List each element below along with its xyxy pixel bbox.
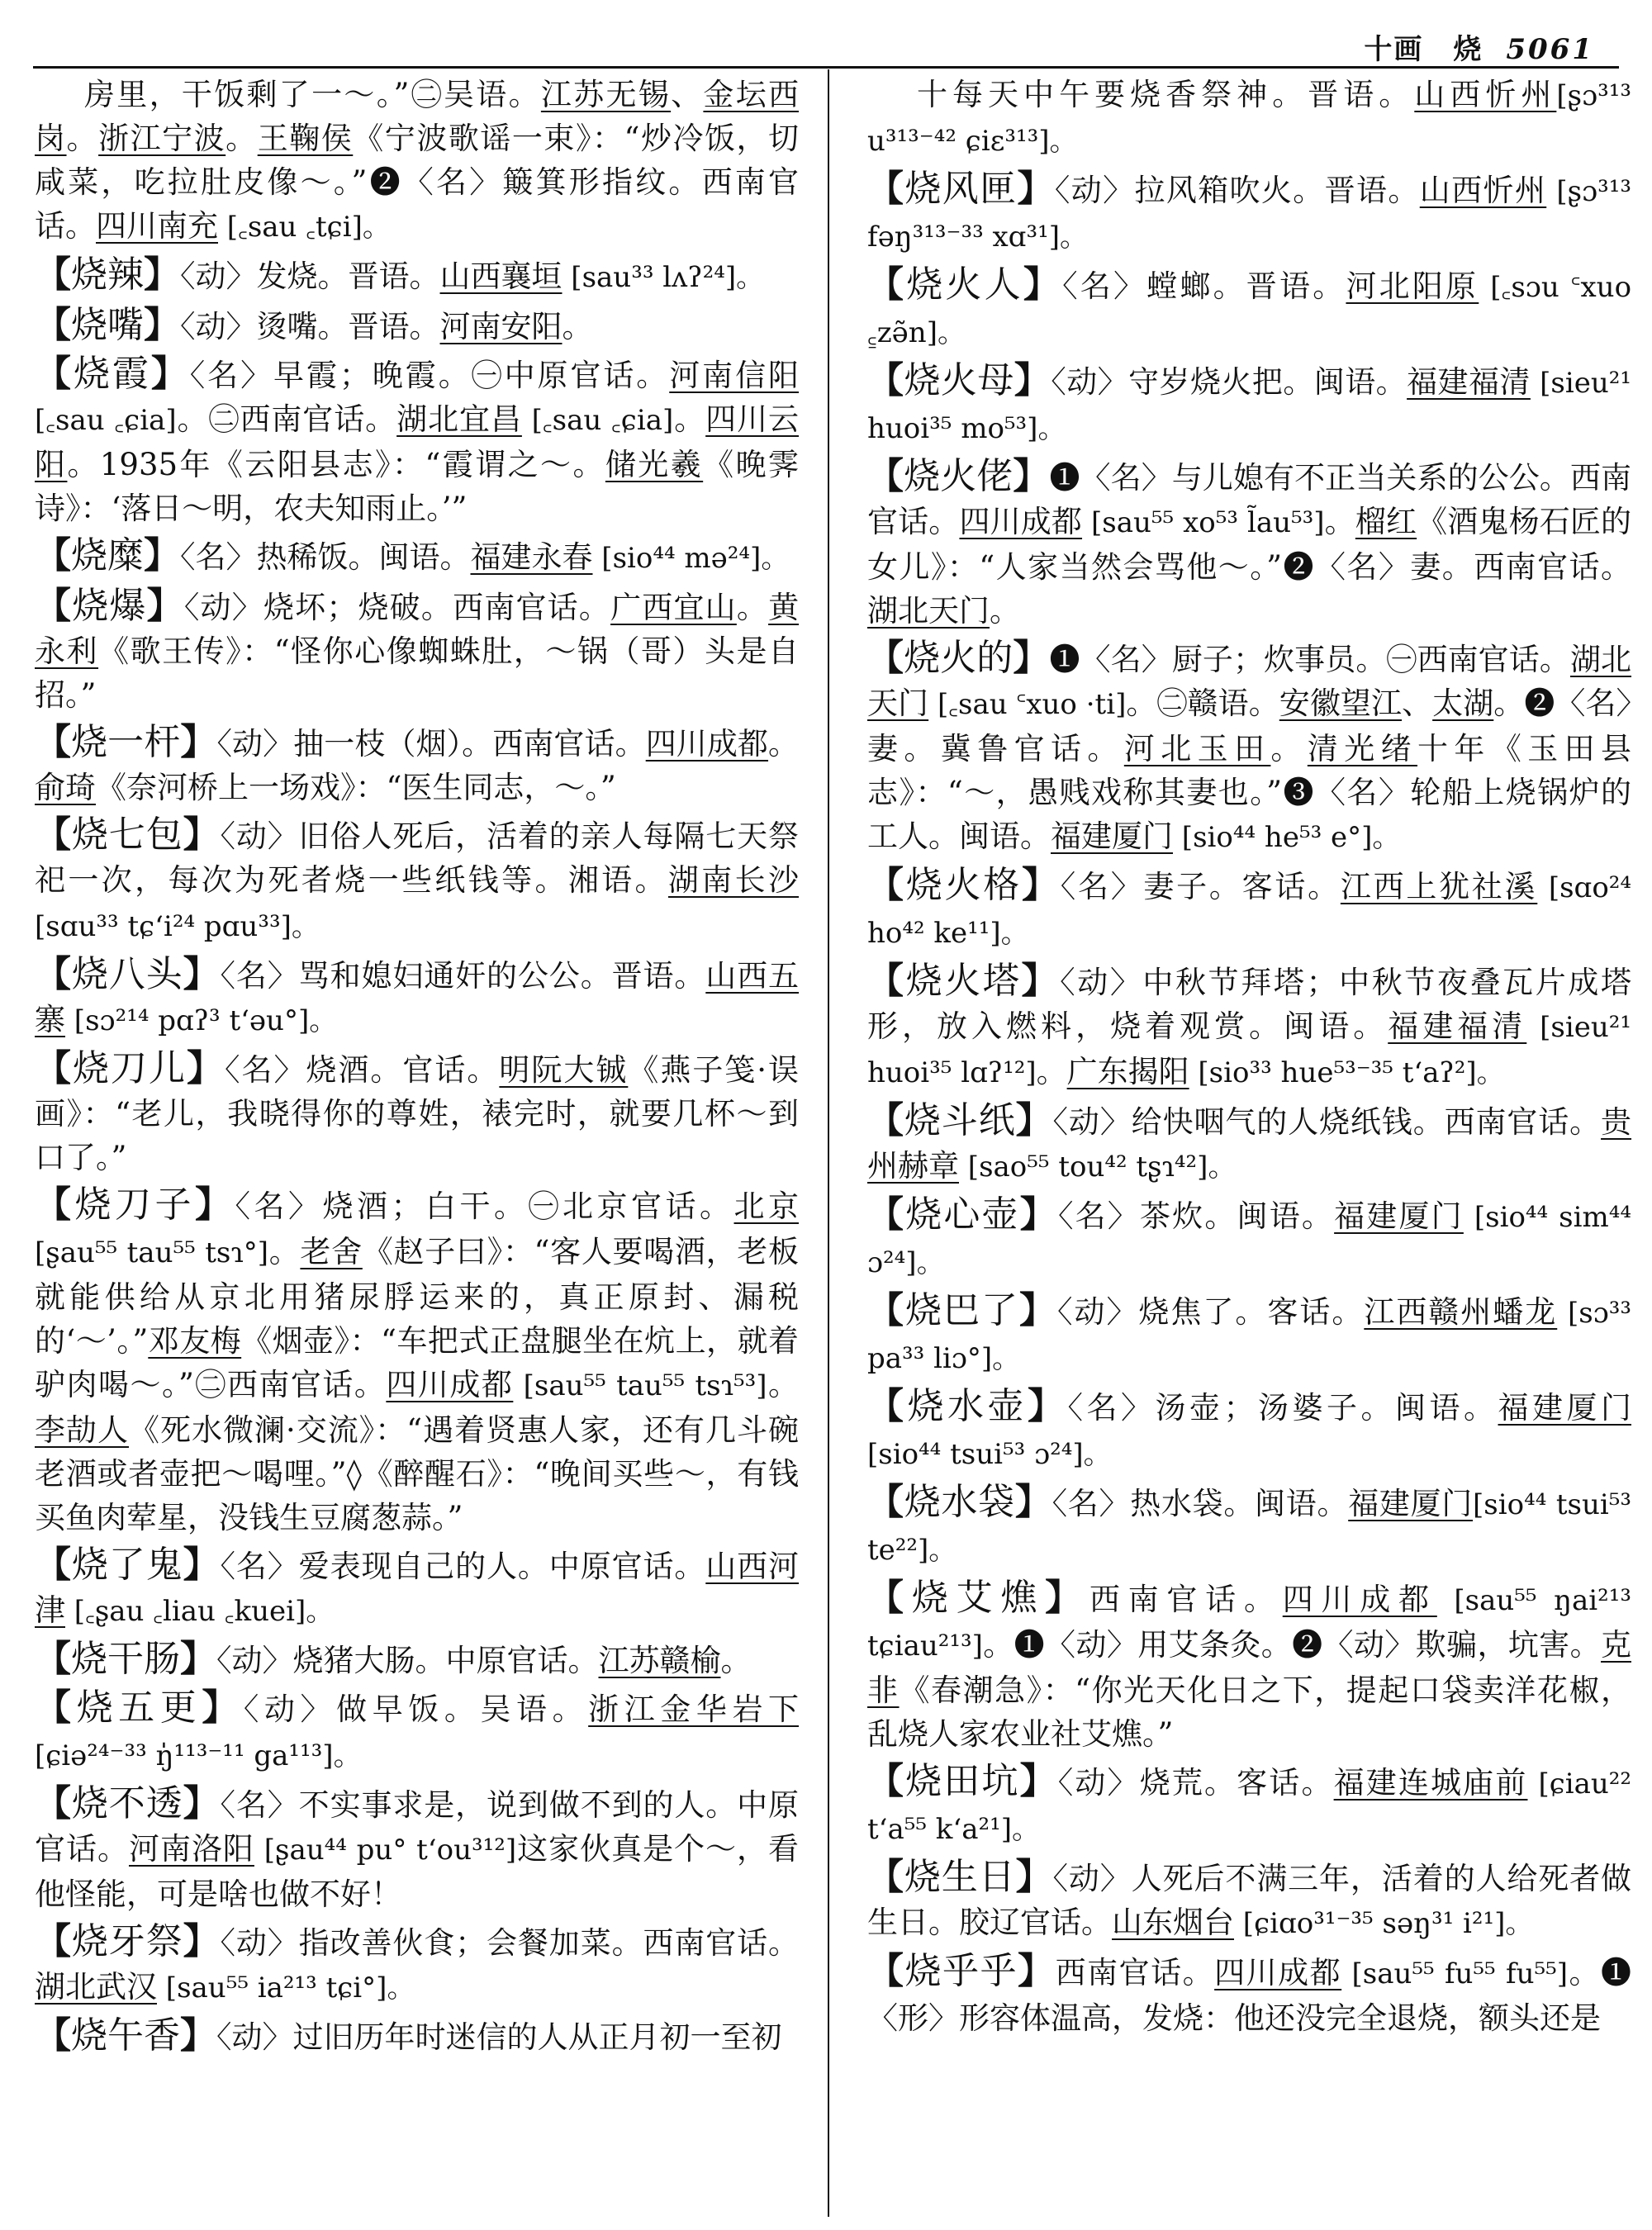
entry-headword: 【烧生日】 — [867, 1856, 1053, 1898]
entry-headword: 【烧八头】 — [35, 953, 221, 995]
headword-text: 烧霞 — [73, 353, 151, 395]
definition-text: 房里，干饭剩了一～。”㊁吴语。 — [84, 77, 541, 112]
dictionary-entry — [867, 636, 1631, 860]
place-name: 浙江金华岩下 — [588, 1691, 800, 1727]
phonetic-transcription: [ɕiau²² tʻa⁵⁵ kʻa²¹]。 — [867, 1767, 1632, 1846]
headword-text: 烧嘴 — [71, 304, 144, 346]
definition-text: 《赵子曰》：“客人要喝酒，老板就能供给从京北用猪尿脬运来的，真正原封、漏税的‘～’。” — [35, 1234, 800, 1359]
phonetic-transcription: [꜀sau ꜀tɕi]。 — [218, 211, 391, 244]
place-name: 四川成都 — [645, 726, 769, 762]
place-name: 王鞠侯 — [257, 121, 354, 156]
phonetic-transcription: [sio⁴⁴ tsui⁵³ te²²]。 — [867, 1488, 1632, 1567]
definition-text: 〈动〉过旧历年时迷信的人从正月初一至初 — [216, 2019, 782, 2055]
headword-text: 烧牙祭 — [71, 1920, 183, 1962]
place-name: 福建福清 — [1388, 1008, 1527, 1044]
definition-text: 〈名〉螳螂。晋语。 — [1062, 268, 1346, 304]
place-name: 克非 — [867, 1627, 1631, 1708]
definition-text: 〈名〉茶炊。闽语。 — [1057, 1198, 1335, 1234]
entry-headword: 【烧霞】 — [35, 353, 190, 395]
entry-headword: 【烧嘴】 — [35, 304, 180, 346]
page-header — [1364, 26, 1594, 67]
place-name: 榴红 — [1355, 504, 1417, 539]
phonetic-transcription: [꜀sau ꜀ɕia] — [521, 404, 674, 437]
headword-text: 烧五更 — [76, 1687, 202, 1729]
place-name: 福建厦门 — [1348, 1486, 1474, 1521]
place-name: 福建福清 — [1407, 364, 1531, 400]
place-name: 河北阳原 — [1346, 268, 1479, 304]
phonetic-transcription: [sau³³ lʌʔ²⁴]。 — [562, 261, 765, 294]
dictionary-entry — [35, 73, 799, 249]
phonetic-transcription: [sieu²¹ huoi³⁵ lɑʔ¹²] — [867, 1011, 1631, 1089]
phonetic-transcription: [sio⁴⁴ sim⁴⁴ ɔ²⁴]。 — [867, 1201, 1632, 1279]
place-name: 河南信阳 — [669, 358, 800, 393]
place-name: 河南洛阳 — [128, 1831, 254, 1867]
phonetic-transcription: [ʂɔ³¹³ fəŋ³¹³⁻³³ xɑ³¹]。 — [867, 175, 1632, 254]
definition-text: 《燕子笺·误画》：“老儿，我晓得你的尊姓，裱完时，就要几杯～到口了。” — [35, 1052, 800, 1175]
headword-text: 烧艾燋 — [911, 1577, 1046, 1619]
phonetic-transcription: [ʂau⁵⁵ tau⁵⁵ tsɿ°] — [35, 1236, 269, 1269]
phonetic-transcription: [ɕiɑo³¹⁻³⁵ səŋ³¹ i²¹]。 — [1234, 1907, 1534, 1940]
definition-text: 。 — [562, 309, 593, 344]
headword-text: 烧干肠 — [71, 1638, 180, 1680]
entry-headword: 【烧火佬】 — [867, 455, 1050, 497]
dictionary-entry — [35, 534, 799, 581]
headword-text: 烧刀子 — [74, 1184, 195, 1226]
definition-text: 《烟壶》：“车把式正盘腿坐在炕上，就着驴肉喝～。”㊁西南官话。 — [35, 1323, 799, 1402]
section-title: 十画 烧 — [1364, 33, 1483, 66]
definition-text: 〈名〉不实事求是，说到做不到的人。中原官话。 — [35, 1787, 800, 1867]
dictionary-entry — [35, 813, 799, 949]
place-name: 储光羲 — [605, 447, 704, 482]
dictionary-entry — [35, 720, 799, 809]
entry-headword: 【烧水壶】 — [867, 1385, 1068, 1427]
definition-text: 。❷〈名〉妻。冀鲁官话。 — [867, 686, 1632, 766]
headword-text: 烧火塔 — [905, 960, 1022, 1002]
headword-text: 烧火佬 — [904, 455, 1014, 497]
definition-text: 〈动〉给快咽气的人烧纸钱。西南官话。 — [1052, 1104, 1602, 1140]
place-name: 太湖 — [1432, 686, 1494, 721]
definition-text: 〈动〉烧焦了。客话。 — [1056, 1294, 1365, 1330]
definition-text: 《奈河桥上一场戏》：“医生同志，～。” — [96, 770, 616, 805]
place-name: 山西河津 — [35, 1549, 800, 1628]
dictionary-entry — [35, 352, 799, 530]
definition-text: 〈动〉守岁烧火把。闽语。 — [1051, 364, 1408, 400]
phonetic-transcription: [sau⁵⁵ ia²¹³ tɕi°]。 — [157, 1971, 415, 2005]
definition-text: 、 — [1402, 686, 1433, 721]
place-name: 四川南充 — [96, 208, 218, 244]
entry-headword: 【烧乎乎】 — [867, 1950, 1056, 1992]
phonetic-transcription: [sau⁵⁵ tau⁵⁵ tsɿ⁵³] — [513, 1369, 767, 1402]
dictionary-entry — [35, 952, 799, 1043]
definition-text: 。 — [767, 1367, 800, 1402]
phonetic-transcription: [ʂau⁴⁴ pu° tʻou³¹²] — [254, 1834, 517, 1867]
dictionary-entry — [35, 303, 799, 349]
headword-text: 烧火人 — [906, 263, 1023, 306]
entry-headword: 【烧火的】 — [867, 637, 1050, 679]
entry-headword: 【烧火格】 — [867, 864, 1061, 906]
place-name: 贵州赫章 — [867, 1104, 1632, 1184]
place-name: 山西五寨 — [35, 958, 800, 1037]
headword-text: 烧生日 — [904, 1856, 1016, 1898]
definition-text: 〈动〉烧荒。客话。 — [1057, 1765, 1334, 1801]
place-name: 河北玉田 — [1123, 731, 1271, 766]
entry-headword: 【烧一杆】 — [35, 721, 217, 763]
definition-text: 〈动〉烧猪大肠。中原官话。 — [216, 1643, 599, 1678]
definition-text: 。❶〈形〉形容体温高，发烧：他还没完全退烧，额头还是 — [867, 1955, 1632, 2036]
definition-text: 〈名〉热稀饭。闽语。 — [180, 539, 471, 575]
definition-text: 〈名〉烧酒。官话。 — [224, 1052, 500, 1088]
dictionary-entry — [35, 1919, 799, 2010]
definition-text: 。 — [225, 121, 258, 156]
place-name: 老舍 — [300, 1234, 363, 1269]
headword-text: 烧心壶 — [905, 1193, 1020, 1236]
headword-text: 烧刀儿 — [73, 1047, 187, 1089]
definition-text: 〈动〉拉风箱吹火。晋语。 — [1054, 173, 1420, 208]
dictionary-entry — [35, 1686, 799, 1778]
place-name: 明阮大铖 — [499, 1052, 629, 1088]
place-name: 福建永春 — [470, 539, 593, 575]
place-name: 湖北天门 — [867, 593, 990, 629]
phonetic-transcription: [ʂɔ³¹³ u³¹³⁻⁴² ɕiɛ³¹³]。 — [867, 79, 1632, 158]
definition-text: 。 — [1036, 1054, 1067, 1089]
entry-headword: 【烧斗纸】 — [867, 1099, 1053, 1141]
dictionary-entry — [867, 1855, 1631, 1946]
entry-headword: 【烧七包】 — [35, 814, 221, 856]
dictionary-entry — [35, 253, 799, 300]
definition-text: 〈动〉旧俗人死后，活着的亲人每隔七天祭祀一次，每次为死者烧一些纸钱等。湘语。 — [35, 818, 800, 898]
entry-headword: 【烧牙祭】 — [35, 1920, 221, 1962]
phonetic-transcription: [sio⁴⁴ he⁵³ e°]。 — [1173, 821, 1401, 854]
dictionary-entry — [867, 1949, 1631, 2040]
definition-text: 西南官话。 — [1055, 1955, 1215, 1990]
definition-text: 。1935年《云阳县志》：“霞谓之～。 — [67, 447, 605, 482]
dictionary-entry — [867, 358, 1631, 451]
definition-text: 这家伙真是个～，看他怪能，可是啥也做不好！ — [35, 1831, 800, 1912]
place-name: 江西赣州蟠龙 — [1364, 1294, 1558, 1330]
dictionary-entry — [867, 454, 1631, 633]
dictionary-entry — [867, 1288, 1631, 1381]
headword-text: 烧斗纸 — [904, 1099, 1016, 1141]
entry-headword: 【烧心壶】 — [867, 1193, 1058, 1236]
dictionary-entry — [35, 1183, 799, 1540]
definition-text: 〈动〉指改善伙食；会餐加菜。西南官话。 — [220, 1925, 800, 1961]
headword-text: 烧巴了 — [905, 1289, 1019, 1331]
definition-text: ❶〈名〉与儿媳有不正当关系的公公。西南官话。 — [867, 460, 1632, 539]
page-number: 5061 — [1506, 33, 1594, 66]
place-name: 四川云阳 — [35, 401, 800, 482]
definition-text: 十每天中午要烧香祭神。晋语。 — [917, 77, 1415, 112]
headword-text: 烧辣 — [71, 254, 144, 296]
place-name: 邓友梅 — [148, 1323, 242, 1359]
definition-text: 〈名〉骂和媳妇通奸的公公。晋语。 — [220, 958, 706, 994]
dictionary-entry — [35, 1637, 799, 1682]
entry-headword: 【烧五更】 — [35, 1687, 244, 1729]
dictionary-entry — [867, 1193, 1631, 1285]
entry-headword: 【烧糜】 — [35, 534, 180, 576]
entry-headword: 【烧田坑】 — [867, 1760, 1058, 1802]
place-name: 安徽望江 — [1279, 686, 1403, 721]
place-name: 四川成都 — [1282, 1582, 1437, 1617]
definition-text: 〈动〉做早饭。吴语。 — [243, 1691, 589, 1727]
definition-text: 十年《玉田县志》：“～，愚贱戏称其妻也。”❸〈名〉轮船上烧锅炉的工人。闽语。 — [867, 731, 1632, 854]
place-name: 浙江宁波 — [98, 121, 226, 156]
definition-text: 西南官话。 — [1089, 1582, 1283, 1617]
definition-text: 〈名〉烧酒；白干。㊀北京官话。 — [235, 1189, 734, 1224]
phonetic-transcription: [sio³³ hue⁵³⁻³⁵ tʻaʔ²]。 — [1189, 1056, 1505, 1089]
place-name: 四川成都 — [386, 1367, 514, 1402]
entry-headword: 【烧不透】 — [35, 1782, 221, 1824]
place-name: 湖北天门 — [867, 642, 1632, 721]
place-name: 福建厦门 — [1051, 818, 1173, 854]
headword-text: 烧风匣 — [904, 168, 1018, 210]
definition-text: 《酒鬼杨石匠的女儿》：“人家当然会骂他～。”❷〈名〉妻。西南官话。 — [867, 504, 1632, 585]
headword-text: 烧一杆 — [71, 721, 181, 763]
definition-text: 。 — [66, 121, 99, 156]
place-name: 山西忻州 — [1419, 173, 1547, 208]
headword-text: 烧水袋 — [904, 1481, 1015, 1523]
place-name: 金坛西岗 — [35, 77, 800, 156]
headword-text: 烧不透 — [71, 1782, 183, 1824]
place-name: 四川成都 — [959, 504, 1083, 539]
phonetic-transcription: [꜀sɔu ꜂xuo ꜁zə̃n]。 — [867, 271, 1632, 349]
headword-text: 烧火格 — [905, 864, 1022, 906]
phonetic-transcription: [sɔ²¹⁴ pɑʔ³ tʻəu°]。 — [65, 1004, 338, 1037]
phonetic-transcription: [꜀sau ꜂xuo ·ti] — [928, 688, 1127, 721]
phonetic-transcription: [sɑu³³ tɕʻi²⁴ pɑu³³]。 — [35, 910, 320, 943]
definition-text: 。 — [268, 1234, 301, 1269]
dictionary-entry — [867, 1480, 1631, 1573]
place-name: 江苏无锡 — [540, 77, 672, 112]
entry-headword: 【烧了鬼】 — [35, 1544, 221, 1586]
definition-text: 。 — [990, 593, 1020, 629]
place-name: 李劼人 — [35, 1412, 129, 1448]
phonetic-transcription: [sio⁴⁴ tsui⁵³ ɔ²⁴]。 — [867, 1438, 1112, 1471]
headword-text: 烧水壶 — [907, 1385, 1028, 1427]
place-name: 清光绪 — [1307, 731, 1418, 766]
phonetic-transcription: [sau⁵⁵ fu⁵⁵ fu⁵⁵] — [1341, 1957, 1569, 1990]
phonetic-transcription: [sɑo²⁴ ho⁴² ke¹¹]。 — [867, 871, 1632, 950]
place-name: 北京 — [733, 1189, 799, 1224]
place-name: 湖北武汉 — [35, 1969, 157, 2005]
phonetic-transcription: [sau⁵⁵ xo⁵³ l̃au⁵³] — [1082, 506, 1325, 539]
dictionary-entry — [867, 1576, 1631, 1756]
phonetic-transcription: [sio⁴⁴ mə²⁴]。 — [592, 542, 790, 575]
definition-text: 。 — [736, 590, 769, 625]
phonetic-transcription: [sao⁵⁵ tou⁴² tʂɿ⁴²]。 — [959, 1151, 1237, 1184]
place-name: 湖南长沙 — [667, 862, 800, 898]
right-column — [867, 73, 1631, 2043]
place-name: 福建厦门 — [1498, 1390, 1631, 1426]
definition-text: 《晚霁诗》：‘落日～明，农夫知雨止。’” — [35, 447, 800, 526]
definition-text: 。 — [1324, 504, 1355, 539]
headword-text: 烧糜 — [71, 534, 144, 576]
phonetic-transcription: [꜀sau ꜀ɕia] — [35, 404, 177, 437]
definition-text: 〈名〉汤壶；汤婆子。闽语。 — [1067, 1390, 1498, 1426]
place-name: 俞琦 — [35, 770, 96, 805]
headword-text: 烧七包 — [71, 814, 183, 856]
definition-text: 。㊁西南官话。 — [176, 401, 397, 437]
dictionary-entry — [35, 1046, 799, 1179]
definition-text: 〈动〉抽一枝（烟）。西南官话。 — [216, 726, 646, 762]
dictionary-entry — [867, 73, 1631, 164]
definition-text: 《春潮急》：“你光天化日之下，提起口袋卖洋花椒，乱烧人家农业社艾燋。” — [867, 1672, 1631, 1752]
dictionary-entry — [867, 959, 1631, 1095]
place-name: 湖北宜昌 — [396, 401, 522, 437]
headword-text: 烧乎乎 — [904, 1950, 1018, 1992]
place-name: 广东揭阳 — [1066, 1054, 1189, 1089]
dictionary-entry — [35, 1543, 799, 1634]
phonetic-transcription: [꜀ʂau ꜀liau ꜀kuei]。 — [65, 1595, 335, 1628]
definition-text: 〈名〉热水袋。闽语。 — [1051, 1486, 1349, 1521]
definition-text: ❶〈名〉厨子；炊事员。㊀西南官话。 — [1049, 642, 1570, 677]
entry-headword: 【烧风匣】 — [867, 168, 1055, 210]
headword-text: 烧了鬼 — [71, 1544, 183, 1586]
entry-headword: 【烧火母】 — [867, 359, 1051, 401]
definition-text: 。❶〈动〉用艾条灸。❷〈动〉欺骗，坑害。 — [982, 1627, 1601, 1663]
place-name: 黄永利 — [35, 590, 800, 669]
definition-text: 〈名〉妻子。客话。 — [1060, 869, 1341, 904]
place-name: 山西忻州 — [1414, 77, 1557, 112]
definition-text: 。 — [673, 401, 706, 437]
definition-text: 〈动〉烧坏；烧破。西南官话。 — [183, 590, 611, 625]
place-name: 福建连城庙前 — [1333, 1765, 1528, 1801]
entry-headword: 【烧爆】 — [35, 585, 184, 627]
dictionary-entry — [867, 1098, 1631, 1189]
entry-headword: 【烧午香】 — [35, 2014, 216, 2057]
entry-headword: 【烧巴了】 — [867, 1289, 1057, 1331]
entry-headword: 【烧刀子】 — [35, 1184, 235, 1226]
definition-text: 《宁波歌谣一束》：“炒冷饭，切咸菜，吃拉肚皮像～。”❷〈名〉簸箕形指纹。西南官话。 — [35, 121, 800, 244]
definition-text: 〈动〉中秋节拜塔；中秋节夜叠瓦片成塔形，放入燃料，烧着观赏。闽语。 — [867, 965, 1632, 1044]
phonetic-transcription: [sau⁵⁵ ŋai²¹³ tɕiau²¹³] — [867, 1584, 1632, 1663]
headword-text: 烧午香 — [71, 2014, 180, 2057]
entry-headword: 【烧火人】 — [867, 263, 1063, 306]
headword-text: 烧火母 — [904, 359, 1014, 401]
dictionary-entry — [867, 863, 1631, 956]
definition-text: 《歌王传》：“怪你心像蜘蛛肚，～锅（哥）头是自招。” — [35, 633, 800, 713]
definition-text: 。㊁赣语。 — [1126, 686, 1279, 721]
entry-headword: 【烧干肠】 — [35, 1638, 216, 1680]
definition-text: 。 — [768, 726, 800, 762]
phonetic-transcription: [ɕiə²⁴⁻³³ ŋ̍¹¹³⁻¹¹ ga¹¹³]。 — [35, 1739, 362, 1772]
column-divider — [828, 69, 829, 2217]
definition-text: 〈动〉人死后不满三年，活着的人给死者做生日。胶辽官话。 — [867, 1861, 1632, 1940]
entry-headword: 【烧火塔】 — [867, 960, 1061, 1002]
definition-text: 《死水微澜·交流》：“遇着贤惠人家，还有几斗碗老酒或者壶把～喝哩。”◊《醉醒石》：“晚间买些～，有钱买鱼肉荤星，没钱生豆腐葱蒜。” — [35, 1412, 799, 1535]
definition-text: 〈名〉早霞；晚霞。㊀中原官话。 — [189, 358, 670, 393]
place-name: 山西襄垣 — [439, 259, 563, 294]
header-rule — [33, 66, 1619, 69]
phonetic-transcription: [sieu²¹ huoi³⁵ mo⁵³]。 — [867, 367, 1632, 445]
entry-headword: 【烧艾燋】 — [867, 1577, 1089, 1619]
entry-headword: 【烧水袋】 — [867, 1481, 1052, 1523]
definition-text: 、 — [671, 77, 704, 112]
entry-headword: 【烧刀儿】 — [35, 1047, 225, 1089]
dictionary-entry — [35, 584, 799, 717]
definition-text: 〈动〉烫嘴。晋语。 — [180, 309, 440, 344]
place-name: 四川成都 — [1214, 1955, 1342, 1990]
entry-headword: 【烧辣】 — [35, 254, 180, 296]
dictionary-entry — [867, 167, 1631, 259]
headword-text: 烧田坑 — [905, 1760, 1020, 1802]
place-name: 江西上犹社溪 — [1340, 869, 1538, 904]
dictionary-entry — [867, 263, 1631, 355]
dictionary-entry — [35, 1782, 799, 1916]
place-name: 广西宜山 — [610, 590, 737, 625]
definition-text: 。 — [720, 1643, 752, 1678]
dictionary-entry — [867, 1384, 1631, 1477]
dictionary-entry — [867, 1759, 1631, 1852]
phonetic-transcription: [sɔ³³ pa³³ liɔ°]。 — [867, 1297, 1632, 1375]
headword-text: 烧火的 — [904, 637, 1014, 679]
dictionary-entry — [35, 2014, 799, 2059]
headword-text: 烧八头 — [71, 953, 183, 995]
place-name: 江苏赣榆 — [598, 1643, 721, 1678]
place-name: 河南安阳 — [439, 309, 563, 344]
definition-text: 〈动〉发烧。晋语。 — [180, 259, 440, 294]
definition-text: 。 — [1270, 731, 1308, 766]
place-name: 山东烟台 — [1112, 1905, 1234, 1940]
headword-text: 烧爆 — [72, 585, 147, 627]
left-column — [35, 73, 799, 2062]
place-name: 福建厦门 — [1334, 1198, 1464, 1234]
definition-text: 〈名〉爱表现自己的人。中原官话。 — [220, 1549, 706, 1584]
